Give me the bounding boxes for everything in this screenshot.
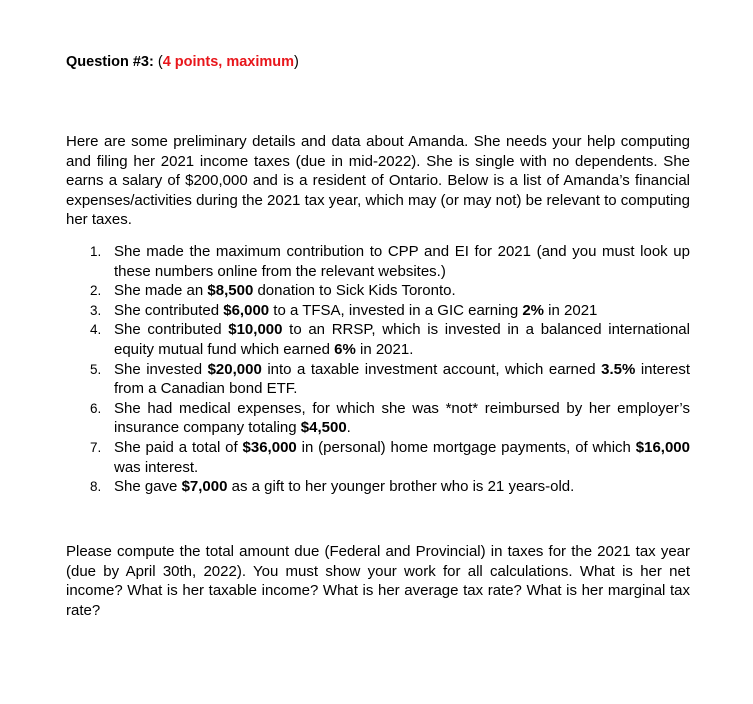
- list-item-text: She made an: [114, 282, 208, 300]
- list-item-text: to a TFSA, invested in a GIC earning: [269, 301, 523, 319]
- points-label: 4 points, maximum: [162, 54, 295, 70]
- list-item-text: into a taxable investment account, which earned: [261, 360, 602, 378]
- instructions-paragraph: Please compute the total amount due (Federal and Provincial) in taxes for the 2021 tax year (due by April 30th, 2022). You must show your work for all calculations. What is her net income? What is her taxable income? What is her average tax rate? What is her marginal tax rate?: [66, 543, 690, 619]
- heading-open-paren: (: [153, 54, 163, 70]
- list-item-number: 8.: [90, 479, 102, 495]
- list-item-number: 6.: [90, 400, 102, 416]
- list-item-text: in 2021.: [355, 340, 414, 358]
- list-item-rate: 2%: [522, 301, 545, 319]
- list-item-amount: $4,500: [300, 419, 347, 437]
- list-item-amount: $8,500: [207, 282, 254, 300]
- list-item: [66, 477, 690, 497]
- list-item-text: to an RRSP, which is invested in a balanced international equity mutual fund which earned: [114, 321, 690, 358]
- list-item: [66, 301, 690, 321]
- list-item-text: She invested: [114, 360, 208, 378]
- list-item-rate: 6%: [334, 340, 356, 358]
- list-item-amount: $7,000: [181, 478, 228, 496]
- list-item-text: She had medical expenses, for which she was *not* reimbursed by her employer’s insurance company totaling: [114, 399, 690, 437]
- list-item-amount: $20,000: [207, 360, 262, 378]
- list-item-text: as a gift to her younger brother who is 21 years-old.: [227, 478, 575, 496]
- question-heading: [66, 53, 299, 72]
- list-item-number: 5.: [90, 361, 102, 377]
- list-item-text: .: [346, 419, 351, 437]
- list-item-text: She gave: [114, 478, 182, 496]
- list-item-amount: $10,000: [228, 321, 283, 339]
- list-item-text: She contributed: [114, 321, 229, 339]
- list-item-number: 7.: [90, 439, 102, 455]
- list-item-amount: $6,000: [223, 301, 270, 319]
- list-item-rate: 3.5%: [601, 360, 636, 378]
- list-item-text: in (personal) home mortgage payments, of which: [296, 438, 636, 456]
- list-item: [66, 320, 690, 359]
- list-item-amount: $16,000: [635, 438, 690, 456]
- question-number: Question #3:: [66, 54, 154, 70]
- list-item-text: She made the maximum contribution to CPP and EI for 2021 (and you must look up these numbers online from the relevant websites.): [114, 243, 690, 280]
- activities-list: [66, 242, 690, 497]
- list-item-text: donation to Sick Kids Toronto.: [253, 282, 456, 300]
- list-item-number: 4.: [90, 322, 102, 338]
- list-item-number: 2.: [90, 283, 102, 299]
- list-item: [66, 242, 690, 281]
- list-item: [66, 438, 690, 477]
- list-item: [66, 360, 690, 399]
- list-item-text: She paid a total of: [114, 438, 243, 456]
- list-item: [66, 399, 690, 438]
- list-item: [66, 281, 690, 301]
- list-item-text: She contributed: [114, 301, 224, 319]
- list-item-amount: $36,000: [242, 438, 297, 456]
- list-item-text: in 2021: [544, 301, 598, 319]
- list-item-text: interest from a Canadian bond ETF.: [114, 360, 691, 398]
- heading-close-paren: ): [294, 54, 299, 70]
- list-item-text: was interest.: [114, 458, 199, 476]
- intro-paragraph: Here are some preliminary details and data about Amanda. She needs your help computing and filing her 2021 income taxes (due in mid-2022). She is single with no dependents. She earns a salary of $200,000 and is a resident of Ontario. Below is a list of Amanda’s financial expenses/activities during the 2021 tax year, which may (or may not) be relevant to computing her taxes.: [66, 133, 690, 229]
- list-item-number: 1.: [90, 244, 102, 259]
- list-item-number: 3.: [90, 302, 102, 318]
